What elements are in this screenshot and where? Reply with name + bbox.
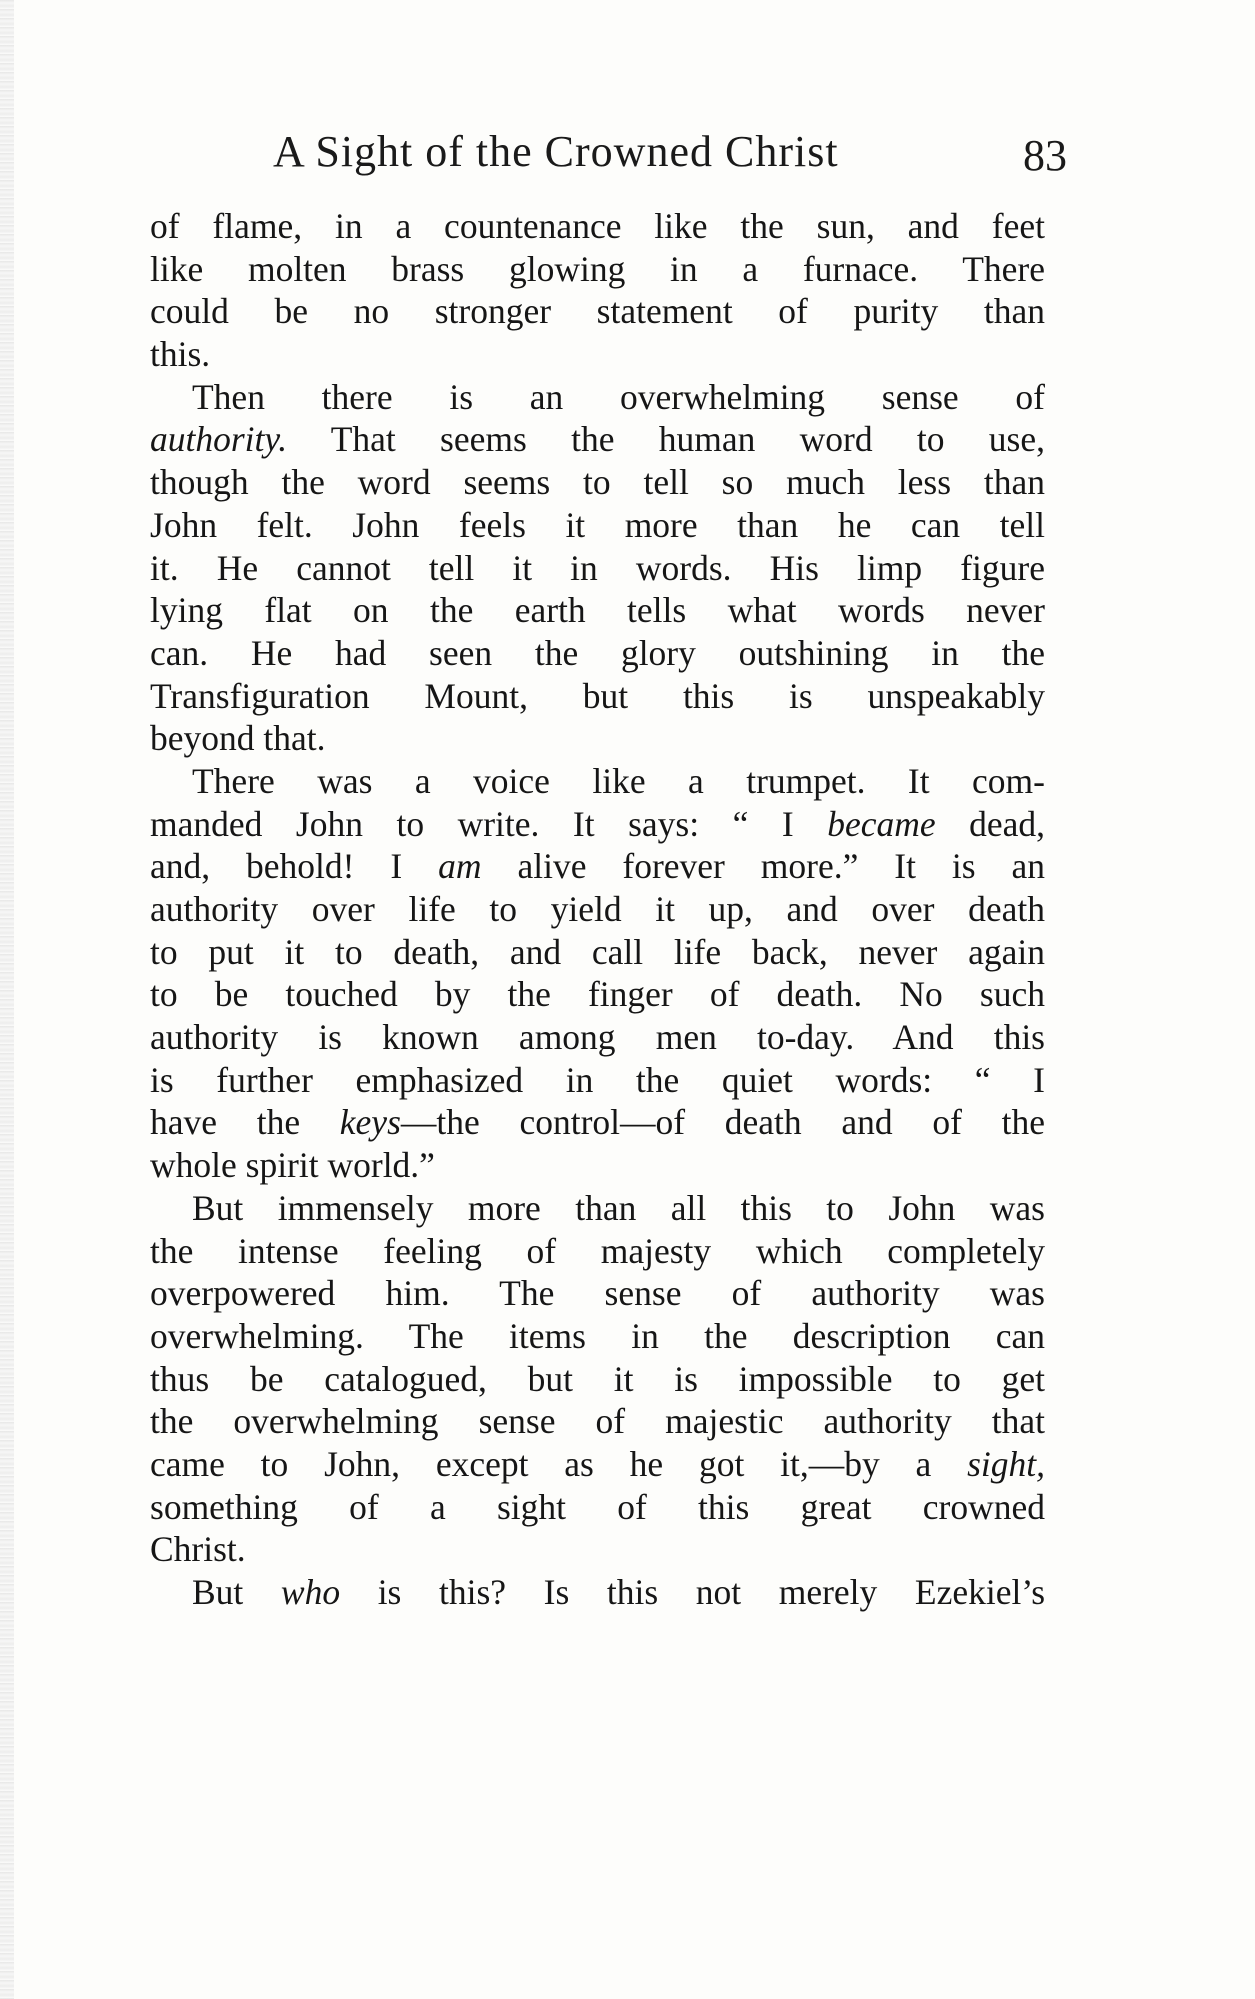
text-run: came to John, except as he got it,—by a (150, 1443, 968, 1484)
text-run: the overwhelming sense of majestic authority that (150, 1401, 1045, 1442)
text-run: John felt. John feels it more than he can tell (150, 504, 1045, 545)
page-header (273, 126, 1073, 186)
text-run: Christ. (150, 1529, 246, 1570)
text-run: thus be catalogued, but it is impossible to get (150, 1358, 1045, 1399)
text-line (150, 1187, 1045, 1230)
text-line (150, 333, 1045, 376)
text-run: Then there is an overwhelming sense of (192, 376, 1045, 417)
text-run: beyond that. (150, 718, 326, 759)
text-line (150, 1443, 1045, 1486)
text-line (150, 973, 1045, 1016)
running-head: A Sight of the Crowned Christ (273, 127, 839, 176)
italic-run: became (827, 803, 936, 844)
text-run: something of a sight of this great crowned (150, 1486, 1045, 1527)
text-run: to put it to death, and call life back, never again (150, 931, 1045, 972)
text-run: can. He had seen the glory outshining in the (150, 632, 1045, 673)
text-run: overwhelming. The items in the description can (150, 1315, 1045, 1356)
text-line (150, 1315, 1045, 1358)
text-run: whole spirit world.” (150, 1145, 435, 1186)
text-line (150, 1528, 1045, 1571)
text-line (150, 1230, 1045, 1273)
text-run: of flame, in a countenance like the sun, and feet (150, 206, 1045, 246)
text-line (150, 418, 1045, 461)
text-line (150, 1486, 1045, 1529)
text-run: overpowered him. The sense of authority was (150, 1273, 1045, 1314)
text-run: authority is known among men to-day. And this (150, 1017, 1045, 1058)
italic-run: authority. (150, 419, 288, 460)
text-line (150, 547, 1045, 590)
text-run: and, behold! I (150, 846, 439, 887)
text-line (150, 1016, 1045, 1059)
text-run: lying flat on the earth tells what words never (150, 590, 1045, 631)
text-run: But (192, 1572, 281, 1612)
text-run: But immensely more than all this to John was (192, 1187, 1045, 1228)
text-run: this. (150, 334, 211, 375)
text-line (150, 931, 1045, 974)
text-line (150, 504, 1045, 547)
italic-run: who (280, 1572, 341, 1612)
text-run: is this? Is this not merely Ezekiel’s (340, 1572, 1046, 1612)
text-run: That seems the human word to use, (287, 419, 1045, 460)
italic-run: sight, (967, 1443, 1045, 1484)
italic-run: am (438, 846, 482, 887)
text-line (150, 248, 1045, 291)
text-line (150, 1059, 1045, 1102)
text-run: There was a voice like a trumpet. It com- (192, 760, 1045, 801)
text-line (150, 1358, 1045, 1401)
text-line (150, 888, 1045, 931)
body-text (150, 205, 1045, 1614)
text-run: to be touched by the finger of death. No such (150, 974, 1045, 1015)
text-run: is further emphasized in the quiet words: “ I (150, 1059, 1045, 1100)
text-run: have the (150, 1102, 340, 1143)
text-line (150, 845, 1045, 888)
text-run: like molten brass glowing in a furnace. There (150, 248, 1045, 289)
text-line (150, 1272, 1045, 1315)
text-line (150, 632, 1045, 675)
text-line (150, 1144, 1045, 1187)
text-run: Transfiguration Mount, but this is unspeakably (150, 675, 1045, 716)
text-line (150, 760, 1045, 803)
text-line (150, 290, 1045, 333)
page-edge-shadow (0, 0, 14, 1999)
text-line (150, 1101, 1045, 1144)
text-run: authority over life to yield it up, and over death (150, 889, 1045, 929)
text-line (150, 376, 1045, 419)
text-run: manded John to write. It says: “ I (150, 803, 828, 844)
italic-run: keys (339, 1102, 401, 1143)
text-run: dead, (935, 803, 1046, 844)
text-run: alive forever more.” It is an (481, 846, 1045, 887)
text-line (150, 1571, 1045, 1614)
text-run: could be no stronger statement of purity than (150, 291, 1045, 332)
text-run: it. He cannot tell it in words. His limp figure (150, 547, 1045, 588)
text-run: though the word seems to tell so much less than (150, 462, 1045, 503)
text-line (150, 675, 1045, 718)
text-line (150, 717, 1045, 760)
text-line (150, 1400, 1045, 1443)
text-run: the intense feeling of majesty which completely (150, 1230, 1045, 1271)
text-line (150, 803, 1045, 846)
page-number: 83 (1023, 131, 1067, 180)
text-line (150, 461, 1045, 504)
text-run: —the control—of death and of the (400, 1102, 1045, 1143)
text-line (150, 205, 1045, 248)
text-line (150, 589, 1045, 632)
